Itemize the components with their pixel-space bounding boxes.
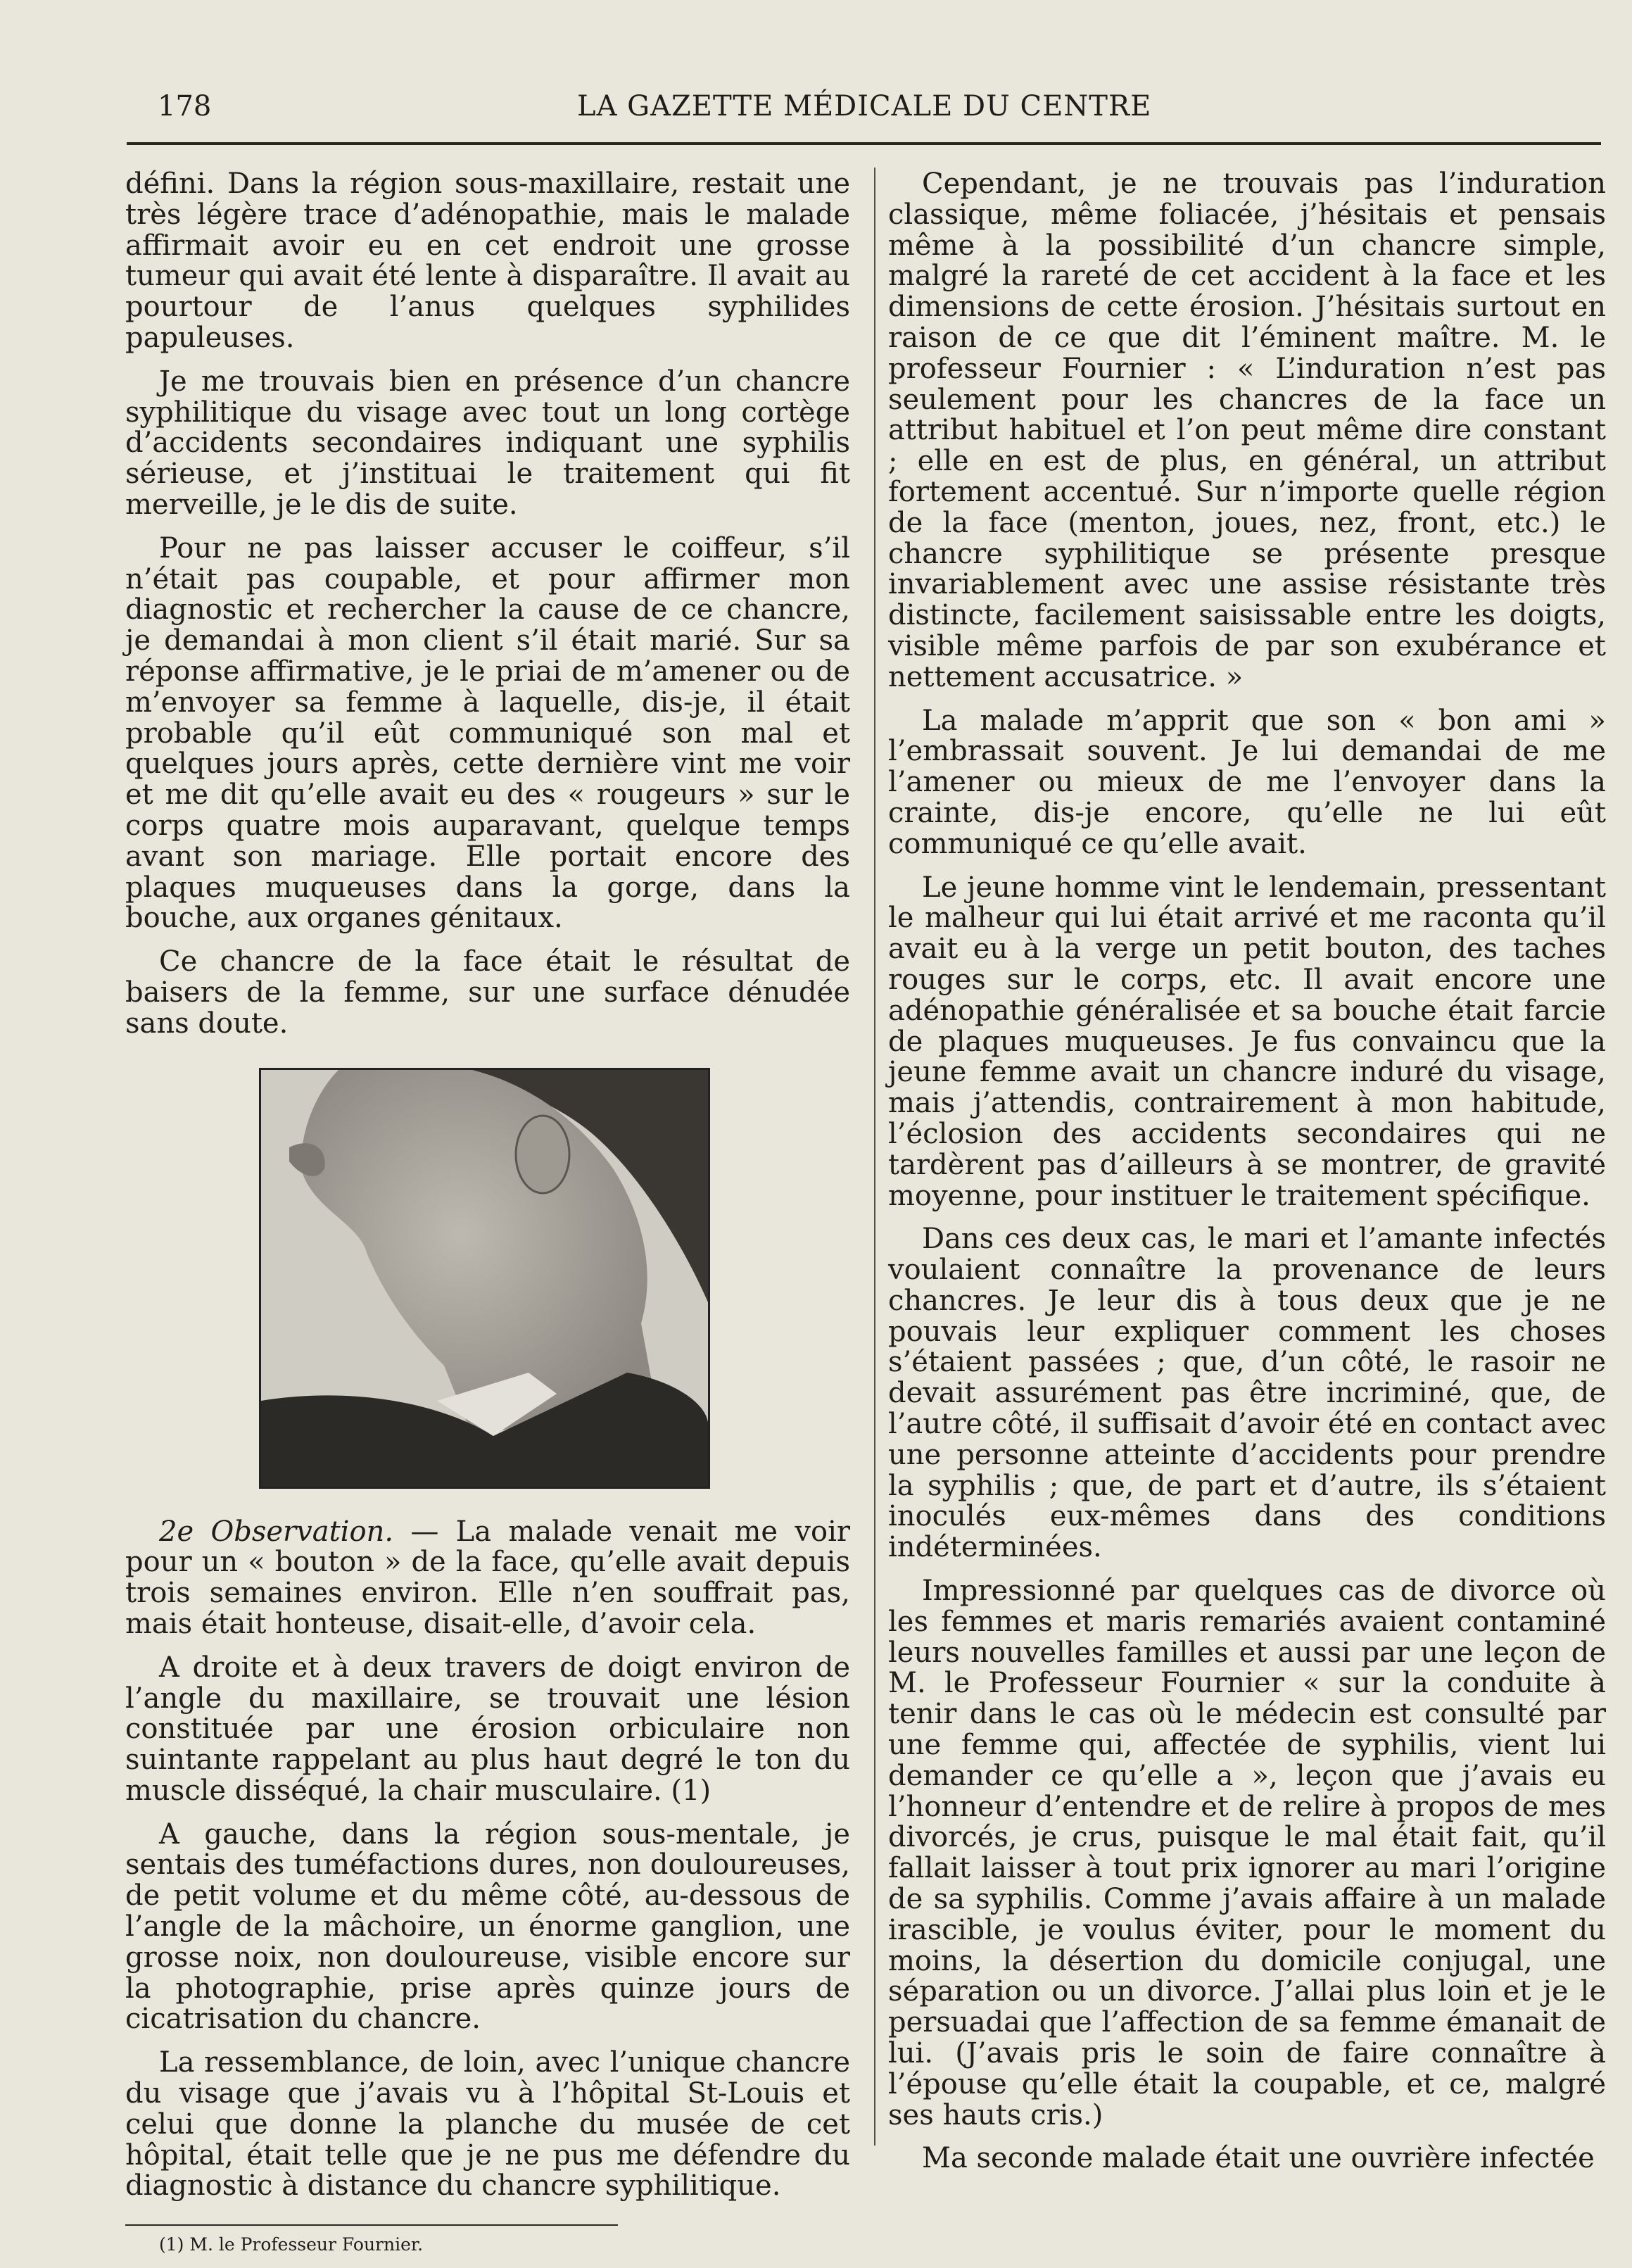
paragraph: Ce chancre de la face était le résultat de baisers de la femme, sur une surface dénudée sans doute. <box>125 945 850 1040</box>
page-number: 178 <box>158 90 212 122</box>
paragraph: A droite et à deux travers de doigt environ de l’angle du maxillaire, se trouvait une lésion constituée par une érosion orbiculaire non suintante rappelant au plus haut degré le ton du muscle disséqué, la chair musculaire. (1) <box>125 1651 850 1807</box>
footnote-rule <box>125 2224 618 2226</box>
paragraph: Impressionné par quelques cas de divorce où les femmes et maris remariés avaient contaminé leurs nouvelles familles et aussi par une leçon de M. le Professeur Fournier « sur la conduite à tenir dans le cas où le médecin est consulté par une femme qui, affectée de syphilis, vient lui demander ce qu’elle a », leçon que j’avais eu l’honneur d’entendre et de relire à propos de mes divorcés, je crus, puisque le mal était fait, qu’il fallait laisser à tout prix ignorer au mari l’origine de sa syphilis. Comme j’avais affaire à un malade irascible, je voulus éviter, pour le moment du moins, la désertion du domicile conjugal, une séparation ou un divorce. J’allai plus loin et je le persuadai que l’affection de sa femme émanait de lui. (J’avais pris le soin de faire connaître à l’épouse qu’elle était la coupable, et ce, malgré ses hauts cris.) <box>888 1575 1606 2131</box>
paragraph: Je me trouvais bien en présence d’un chancre syphilitique du visage avec tout un long cortège d’accidents secondaires indiquant une syphilis sérieuse, et j’instituai le traitement qui fit merveille, je le dis de suite. <box>125 365 850 521</box>
header-rule <box>127 142 1601 145</box>
observation-text: — La malade venait me voir pour un « bouton » de la face, qu’elle avait depuis trois semaines environ. Elle n’en souffrait pas, mais était honteuse, disait-elle, d’avoir cela. <box>125 1515 850 1640</box>
paragraph: Cependant, je ne trouvais pas l’induration classique, même foliacée, j’hésitais et pensais même à la possibilité d’un chancre simple, malgré la rareté de cet accident à la face et les dimensions de cette érosion. J’hésitais surtout en raison de ce que dit l’éminent maître. M. le professeur Fournier : « L’induration n’est pas seulement pour les chancres de la face un attribut habituel et l’on peut même dire constant ; elle en est de plus, en général, un attribut fortement accentué. Sur n’importe quelle région de la face (menton, joues, nez, front, etc.) le chancre syphilitique se présente presque invariablement avec une assise résistante très distincte, facilement saisissable entre les doigts, visible même parfois de par son exubérance et nettement accusatrice. » <box>888 168 1606 693</box>
paragraph: Pour ne pas laisser accuser le coiffeur, s’il n’était pas coupable, et pour affirmer mon diagnostic et rechercher la cause de ce chancre, je demandai à mon client s’il était marié. Sur sa réponse affirmative, je le priai de m’amener ou de m’envoyer sa femme à laquelle, dis-je, il était probable qu’il eût communiqué son mal et quelques jours après, cette dernière vint me voir et me dit qu’elle avait eu des « rougeurs » sur le corps quatre mois auparavant, quelque temps avant son mariage. Elle portait encore des plaques muqueuses dans la gorge, dans la bouche, aux organes génitaux. <box>125 531 850 935</box>
column-divider <box>874 168 875 2146</box>
paragraph: La malade m’apprit que son « bon ami » l’embrassait souvent. Je lui demandai de me l’amener ou mieux de me l’envoyer dans la crainte, dis-je encore, qu’elle ne lui eût communiqué ce qu’elle avait. <box>888 704 1606 860</box>
paragraph: Ma seconde malade était une ouvrière infectée <box>922 2142 1595 2175</box>
footnote: (1) M. le Professeur Fournier. <box>159 2234 424 2255</box>
patient-photograph <box>259 1068 710 1489</box>
paragraph-observation <box>125 1517 850 1640</box>
right-column <box>888 169 1606 2187</box>
page-header <box>127 90 1598 132</box>
paragraph: La ressemblance, de loin, avec l’unique chancre du visage que j’avais vu à l’hôpital St-Louis et celui que donne la planche du musée de cet hôpital, était telle que je ne pus me défendre du diagnostic à distance du chancre syphilitique. <box>125 2046 850 2203</box>
paragraph: défini. Dans la région sous-maxillaire, restait une très légère trace d’adénopathie, mais le malade affirmait avoir eu en cet endroit une grosse tumeur qui avait été lente à disparaître. Il avait au pourtour de l’anus quelques syphilides papuleuses. <box>125 168 850 354</box>
paragraph: A gauche, dans la région sous-mentale, je sentais des tuméfactions dures, non douloureuses, de petit volume et du même côté, au-dessous de l’angle de la mâchoire, un énorme ganglion, une grosse noix, non douloureuse, visible encore sur la photographie, prise après quinze jours de cicatrisation du chancre. <box>125 1817 850 2036</box>
running-title: LA GAZETTE MÉDICALE DU CENTRE <box>577 90 1152 122</box>
left-column <box>125 169 850 2268</box>
paragraph: Le jeune homme vint le lendemain, pressentant le malheur qui lui était arrivé et me raconta qu’il avait eu à la verge un petit bouton, des taches rouges sur le corps, etc. Il avait encore une adénopathie généralisée et sa bouche était farcie de plaques muqueuses. Je fus convaincu que la jeune femme avait un chancre induré du visage, mais j’attendis, contrairement à mon habitude, l’éclosion des accidents secondaires qui ne tardèrent pas d’ailleurs à se montrer, de gravité moyenne, pour instituer le traitement spécifique. <box>888 871 1606 1212</box>
photograph-image <box>261 1070 708 1487</box>
observation-label: 2e Observation. <box>159 1515 394 1548</box>
paragraph: Dans ces deux cas, le mari et l’amante infectés voulaient connaître la provenance de leurs chancres. Je leur dis à tous deux que je ne pouvais leur expliquer comment les choses s’étaient passées ; que, d’un côté, le rasoir ne devait assurément pas être incriminé, que, de l’autre côté, il suffisait d’avoir été en contact avec une personne atteinte d’accidents pour prendre la syphilis ; que, de part et d’autre, ils s’étaient inoculés eux-mêmes dans des conditions indéterminées. <box>888 1223 1606 1564</box>
